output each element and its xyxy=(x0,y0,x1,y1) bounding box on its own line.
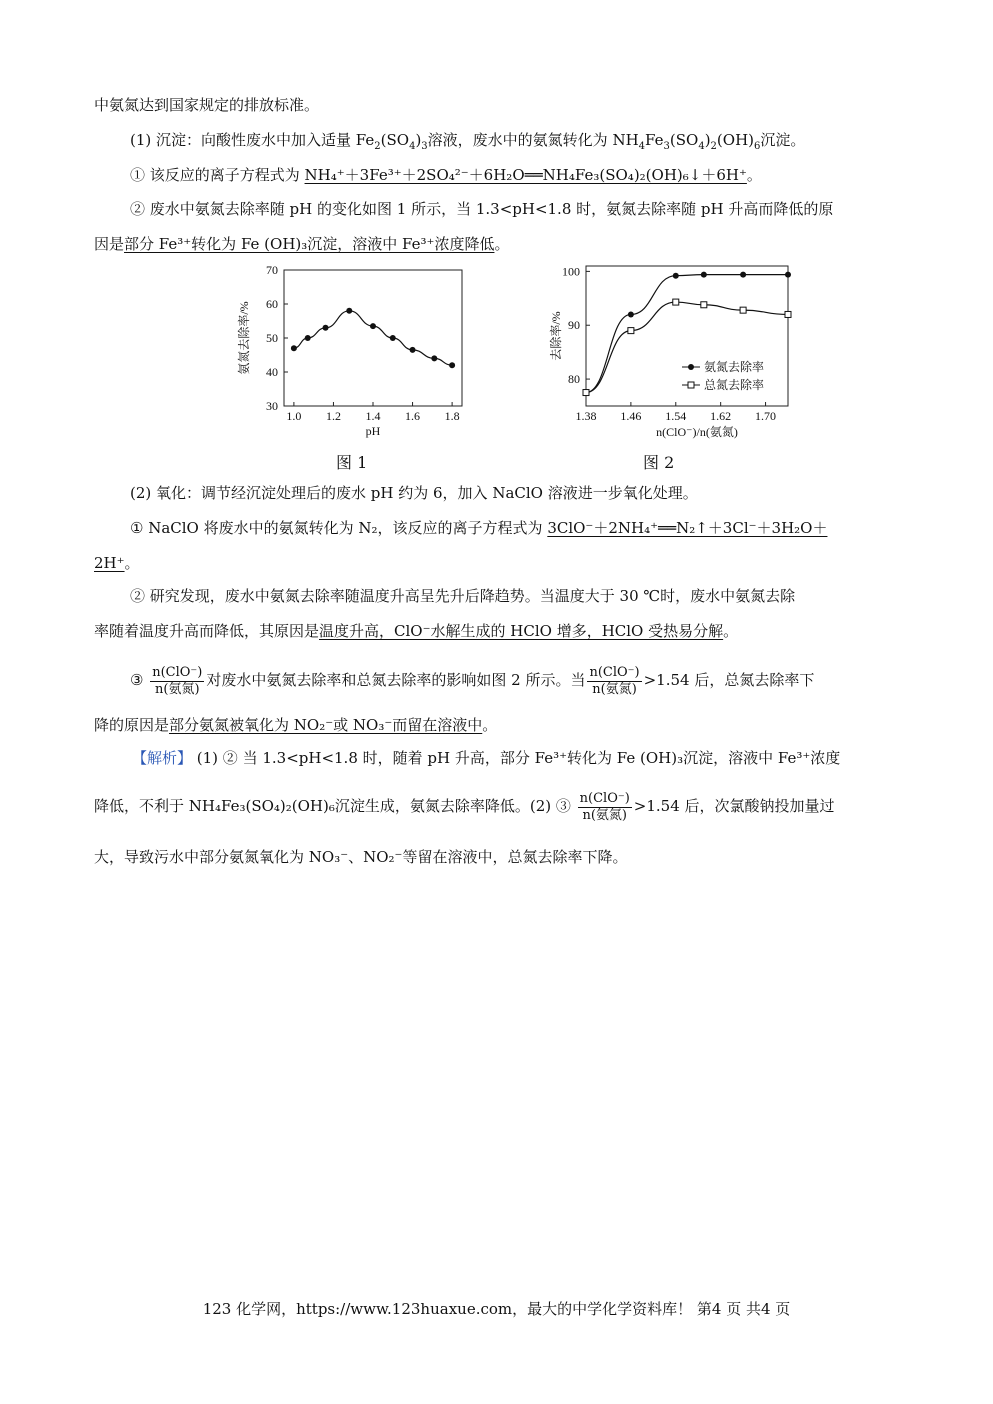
y-tick-label: 80 xyxy=(568,372,580,387)
data-point xyxy=(346,308,352,314)
data-point xyxy=(583,390,589,396)
data-point xyxy=(390,335,396,341)
question-2-stem: (2) 氧化：调节经沉淀处理后的废水 pH 约为 6，加入 NaClO 溶液进一步氧化处理。 xyxy=(130,484,698,502)
x-tick-label: 1.70 xyxy=(755,409,777,423)
data-point xyxy=(410,347,416,353)
x-tick-label: 1.46 xyxy=(620,409,642,423)
legend-marker xyxy=(688,382,694,388)
figure-1-caption: 图 1 xyxy=(336,453,368,472)
data-point xyxy=(370,323,376,329)
question-1-1: ① 该反应的离子方程式为 NH₄⁺＋3Fe³⁺＋2SO₄²⁻＋6H₂O══NH₄Fe₃(SO₄)₂(OH)₆↓＋6H⁺。 xyxy=(130,166,762,184)
data-point xyxy=(740,307,746,313)
series-line xyxy=(586,275,788,393)
x-tick-label: 1.0 xyxy=(286,409,302,423)
y-tick-label: 50 xyxy=(266,331,278,345)
text-line: 中氨氮达到国家规定的排放标准。 xyxy=(94,96,320,114)
data-point xyxy=(673,299,679,305)
data-point xyxy=(291,345,297,351)
page-footer: 123 化学网，https://www.123huaxue.com，最大的中学化学资料库！ 第4 页 共4 页 xyxy=(202,1300,791,1318)
question-1-2: ② 废水中氨氮去除率随 pH 的变化如图 1 所示，当 1.3<pH<1.8 时，氨氮去除率随 pH 升高而降低的原 xyxy=(130,200,834,218)
question-2-2: ② 研究发现，废水中氨氮去除率随温度升高呈先升后降趋势。当温度大于 30 ℃时，废水中氨氮去除 xyxy=(130,587,796,605)
legend-marker xyxy=(688,364,694,370)
analysis-line-1: 【解析】 (1) ② 当 1.3<pH<1.8 时，随着 pH 升高，部分 Fe³⁺转化为 Fe (OH)₃沉淀，溶液中 Fe³⁺浓度 xyxy=(132,749,841,767)
x-tick-label: 1.8 xyxy=(444,409,460,423)
answer-1-1: NH₄⁺＋3Fe³⁺＋2SO₄²⁻＋6H₂O══NH₄Fe₃(SO₄)₂(OH)₆↓＋6H⁺ xyxy=(304,166,747,184)
analysis-tag: 【解析】 xyxy=(132,749,193,767)
y-axis-label: 去除率/% xyxy=(549,311,563,361)
data-point xyxy=(673,273,679,279)
x-tick-label: 1.4 xyxy=(365,409,381,423)
question-2-1: ① NaClO 将废水中的氨氮转化为 N₂，该反应的离子方程式为 3ClO⁻＋2NH₄⁺══N₂↑＋3Cl⁻＋3H₂O＋ xyxy=(130,519,828,537)
question-2-2-cont: 率随着温度升高而降低，其原因是温度升高，ClO⁻水解生成的 HClO 增多，HClO 受热易分解。 xyxy=(94,622,739,640)
fraction: $\frac{\text{n(ClO⁻)}}{\text{n(氨氮)}}$ xyxy=(589,664,640,697)
y-tick-label: 40 xyxy=(266,365,278,379)
x-axis-label: n(ClO⁻)/n(氨氮) xyxy=(656,425,738,439)
answer-2-1-cont: 2H⁺ xyxy=(94,554,125,572)
data-point xyxy=(305,335,311,341)
figure-2-chart xyxy=(542,262,802,442)
question-1-stem: (1) 沉淀：向酸性废水中加入适量 $Fe_2(SO_4)_3$溶液，废水中的氨氮转化为 $NH_4Fe_3(SO_4)_2(OH)_6$沉淀。 xyxy=(130,131,806,152)
data-point xyxy=(740,272,746,278)
y-tick-label: 60 xyxy=(266,297,278,311)
question-1-2-cont: 因是部分 Fe³⁺转化为 Fe (OH)₃沉淀，溶液中 Fe³⁺浓度降低。 xyxy=(94,235,510,253)
x-tick-label: 1.2 xyxy=(325,409,341,423)
y-axis-label: 氨氮去除率/% xyxy=(237,301,251,375)
question-2-1-cont: 2H⁺。 xyxy=(94,554,140,572)
y-tick-label: 30 xyxy=(266,399,278,413)
fraction: $\frac{\text{n(ClO⁻)}}{\text{n(氨氮)}}$ xyxy=(579,790,630,823)
answer-2-1: 3ClO⁻＋2NH₄⁺══N₂↑＋3Cl⁻＋3H₂O＋ xyxy=(547,519,828,537)
answer-2-2: 温度升高，ClO⁻水解生成的 HClO 增多，HClO 受热易分解 xyxy=(319,622,724,640)
x-axis-label: pH xyxy=(365,424,381,438)
y-tick-label: 90 xyxy=(568,318,580,333)
data-point xyxy=(431,355,437,361)
question-2-3: ③ $\frac{\text{n(ClO⁻)}}{\text{n(氨氮)}}$ 对废水中氨氮去除率和总氮去除率的影响如图 2 所示。当 $\frac{\text{n(ClO⁻)}}{\text{n(氨氮)}}$ >1.54 后，总氮去除率下 xyxy=(130,664,815,697)
analysis-line-2: 降低，不利于 NH₄Fe₃(SO₄)₂(OH)₆沉淀生成，氨氮去除率降低。(2) ③ $\frac{\text{n(ClO⁻)}}{\text{n(氨氮)}}$ >1.54 后，次氯酸钠投加量过 xyxy=(94,790,835,823)
fraction: $\frac{\text{n(ClO⁻)}}{\text{n(氨氮)}}$ xyxy=(152,664,203,697)
data-point xyxy=(785,311,791,317)
data-point xyxy=(701,272,707,278)
x-tick-label: 1.62 xyxy=(710,409,732,423)
figure-2-caption: 图 2 xyxy=(643,453,675,472)
answer-2-3: 部分氨氮被氧化为 NO₂⁻或 NO₃⁻而留在溶液中 xyxy=(169,716,483,734)
data-point xyxy=(449,362,455,368)
figure-1-chart xyxy=(228,262,478,442)
y-tick-label: 100 xyxy=(562,264,580,279)
answer-1-2: 部分 Fe³⁺转化为 Fe (OH)₃沉淀，溶液中 Fe³⁺浓度降低 xyxy=(124,235,495,253)
x-tick-label: 1.6 xyxy=(405,409,421,423)
data-point xyxy=(628,328,634,334)
x-tick-label: 1.54 xyxy=(665,409,687,423)
data-point xyxy=(323,325,329,331)
x-tick-label: 1.38 xyxy=(575,409,597,423)
data-point xyxy=(701,302,707,308)
data-point xyxy=(628,311,634,317)
y-tick-label: 70 xyxy=(266,263,278,277)
legend-label: 总氮去除率 xyxy=(704,378,765,392)
legend-label: 氨氮去除率 xyxy=(704,360,765,374)
analysis-line-3: 大，导致污水中部分氨氮氧化为 NO₃⁻、NO₂⁻等留在溶液中，总氮去除率下降。 xyxy=(94,848,628,866)
series-line xyxy=(294,311,452,365)
data-point xyxy=(785,272,791,278)
question-2-3-cont: 降的原因是部分氨氮被氧化为 NO₂⁻或 NO₃⁻而留在溶液中。 xyxy=(94,716,498,734)
